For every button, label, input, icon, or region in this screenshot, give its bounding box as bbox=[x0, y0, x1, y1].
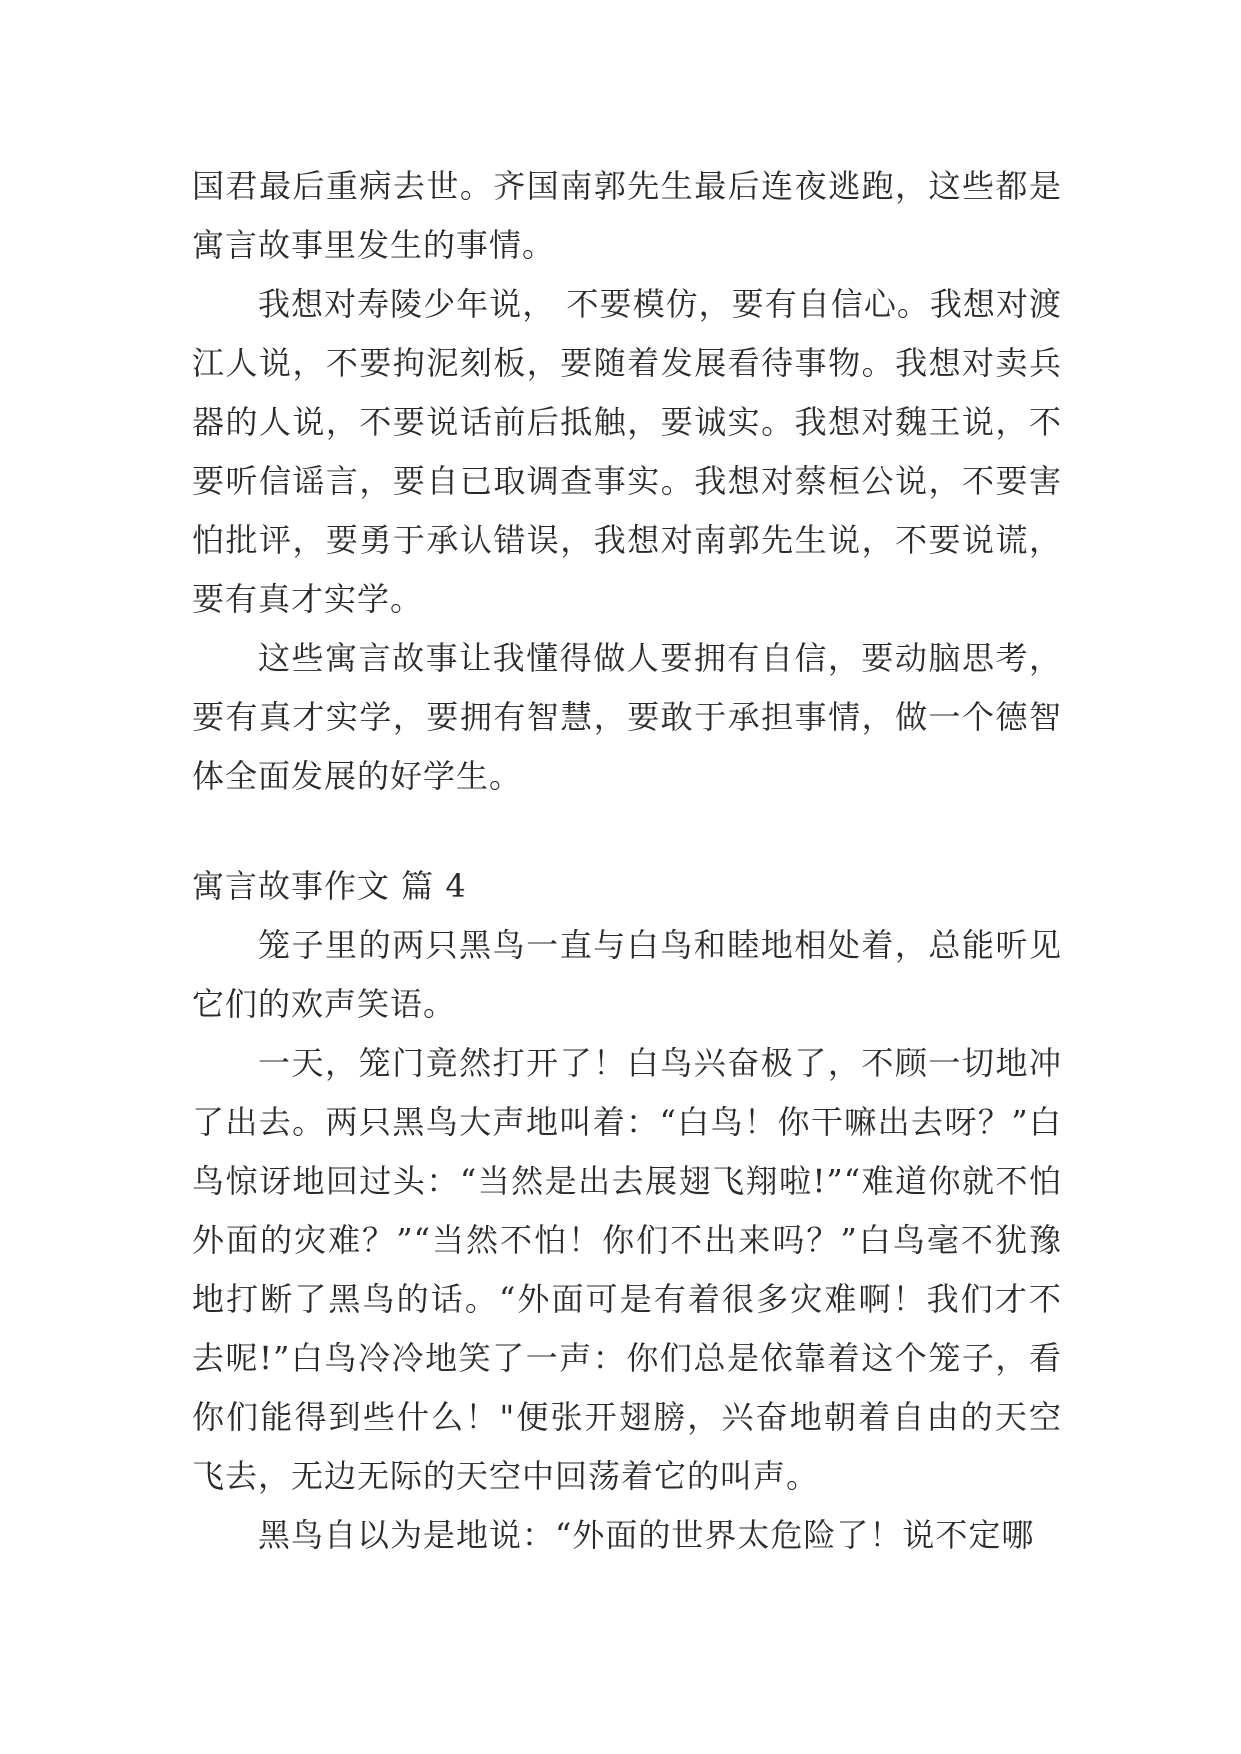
paragraph: 一天，笼门竟然打开了！白鸟兴奋极了，不顾一切地冲了出去。两只黑鸟大声地叫着：“白鸟！你干嘛出去呀？”白鸟惊讶地回过头：“当然是出去展翅飞翔啦!”“难道你就不怕外面的灾难？”“当然不怕！你们不出来吗？”白鸟毫不犹豫地打断了黑鸟的话。“外面可是有着很多灾难啊！我们才不去呢!”白鸟冷冷地笑了一声：你们总是依靠着这个笼子，看你们能得到些什么！"便张开翅膀，兴奋地朝着自由的天空飞去，无边无际的天空中回荡着它的叫声。 bbox=[192, 1044, 1062, 1495]
paragraph: 这些寓言故事让我懂得做人要拥有自信，要动脑思考，要有真才实学，要拥有智慧，要敢于承担事情，做一个德智体全面发展的好学生。 bbox=[192, 639, 1062, 795]
paragraph: 国君最后重病去世。齐国南郭先生最后连夜逃跑，这些都是寓言故事里发生的事情。 bbox=[192, 167, 1062, 264]
paragraph: 黑鸟自以为是地说：“外面的世界太危险了！说不定哪 bbox=[258, 1516, 1035, 1554]
text-block-top bbox=[192, 157, 1062, 806]
section-heading: 寓言故事作文 篇 4 bbox=[192, 867, 467, 905]
paragraph: 我想对寿陵少年说， 不要模仿，要有自信心。我想对渡江人说，不要拘泥刻板，要随着发展看待事物。我想对卖兵器的人说，不要说话前后抵触，要诚实。我想对魏王说，不要听信谣言，要自已取调查事实。我想对蔡桓公说，不要害怕批评，要勇于承认错误，我想对南郭先生说，不要说谎，要有真才实学。 bbox=[192, 285, 1062, 618]
paragraph: 笼子里的两只黑鸟一直与白鸟和睦地相处着，总能听见它们的欢声笑语。 bbox=[192, 926, 1062, 1023]
text-block-bottom bbox=[192, 857, 1062, 1565]
